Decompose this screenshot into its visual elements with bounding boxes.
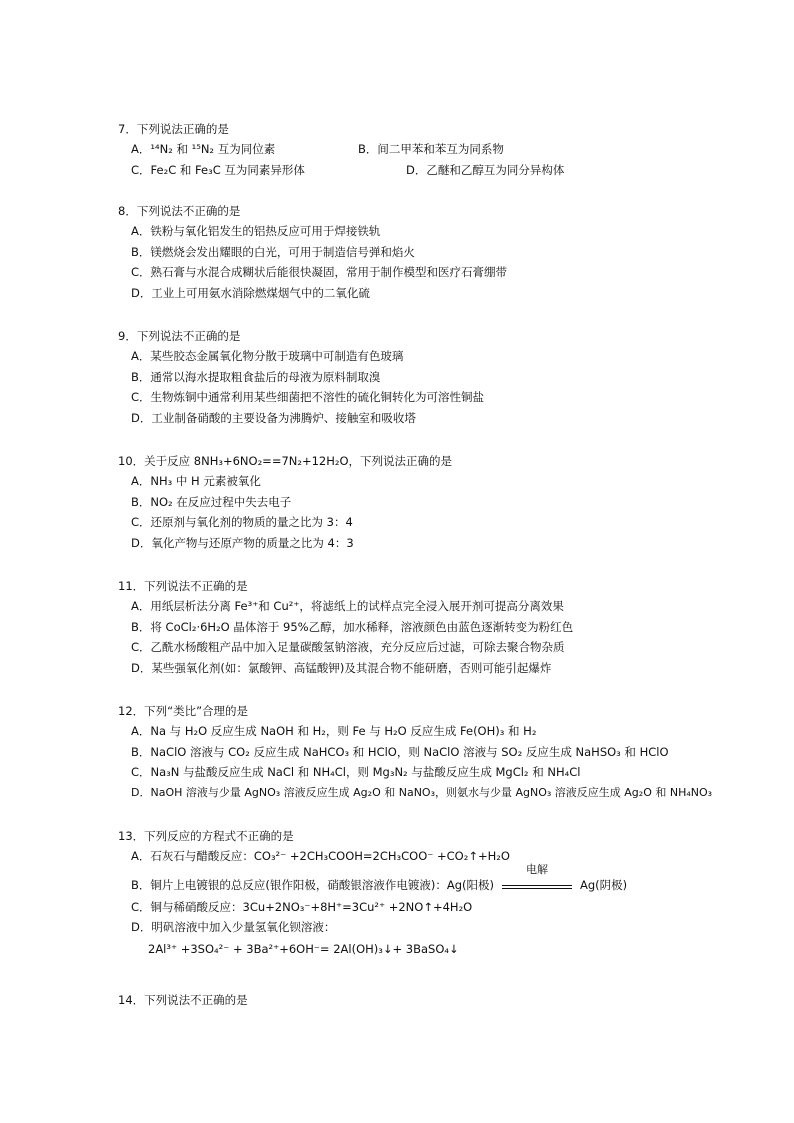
electrolysis-condition: 电解 [526,862,548,876]
question-7 [118,119,738,180]
question-12 [118,701,738,803]
option-b: B．NO₂ 在反应过程中失去电子 [131,494,292,509]
option-a: A．NH₃ 中 H 元素被氧化 [131,474,261,488]
option-a: A．用纸层析法分离 Fe³⁺和 Cu²⁺，将滤纸上的试样点完全浸入展开剂可提高分离效果 [131,599,564,613]
question-14 [118,990,738,1010]
option-d: D．乙醚和乙醇互为同分异构体 [406,162,565,177]
option-b: B．通常以海水提取粗食盐后的母液为原料制取溴 [131,369,381,384]
option-c: C．铜与稀硝酸反应：3Cu+2NO₃⁻+8H⁺=3Cu²⁺ +2NO↑+4H₂O [131,899,473,914]
question-stem: 7．下列说法正确的是 [118,122,229,136]
question-stem: 11．下列说法不正确的是 [118,579,248,593]
option-row [118,139,738,160]
question-8 [118,201,738,303]
option-row [118,160,738,181]
option-a: A．Na 与 H₂O 反应生成 NaOH 和 H₂，则 Fe 与 H₂O 反应生成 Fe(OH)₃ 和 H₂ [131,724,537,738]
option-c: C．Fe₂C 和 Fe₃C 互为同素异形体 [131,162,305,177]
option-d: D．NaOH 溶液与少量 AgNO₃ 溶液反应生成 Ag₂O 和 NaNO₃，则氨水与少量 AgNO₃ 溶液反应生成 Ag₂O 和 NH₄NO₃ [131,785,713,799]
option-a: A．石灰石与醋酸反应：CO₃²⁻ +2CH₃COOH=2CH₃COO⁻ +CO₂↑+H₂O [131,849,510,863]
question-stem: 12．下列“类比”合理的是 [118,704,249,718]
option-d: D．氧化产物与还原产物的质量之比为 4：3 [131,535,354,550]
equals-sign [502,885,572,889]
option-b-right: Ag(阴极) [580,877,628,892]
option-b: B．将 CoCl₂·6H₂O 晶体溶于 95%乙醇，加水稀释，溶液颜色由蓝色逐渐转变为粉红色 [131,619,574,634]
option-c: C．乙酰水杨酸粗产品中加入足量碳酸氢钠溶液，充分反应后过滤，可除去聚合物杂质 [131,640,565,654]
question-stem: 14．下列说法不正确的是 [118,993,248,1007]
option-d: D．工业上可用氨水消除燃煤烟气中的二氧化硫 [131,285,370,300]
question-stem: 10．关于反应 8NH₃+6NO₂==7N₂+12H₂O，下列说法正确的是 [118,454,453,468]
option-d: D．明矾溶液中加入少量氢氧化钡溶液： [131,920,336,934]
option-b: B．镁燃烧会发出耀眼的白光，可用于制造信号弹和焰火 [131,244,415,259]
question-11 [118,576,738,678]
option-a: A．铁粉与氧化铝发生的铝热反应可用于焊接铁轨 [131,224,381,238]
option-d: D．某些强氧化剂(如：氯酸钾、高锰酸钾)及其混合物不能研磨，否则可能引起爆炸 [131,660,552,675]
option-a: A．¹⁴N₂ 和 ¹⁵N₂ 互为同位素 [131,142,276,156]
option-c: C．还原剂与氧化剂的物质的量之比为 3：4 [131,515,353,529]
option-b-left: B．铜片上电镀银的总反应(银作阳极，硝酸银溶液作电镀液)：Ag(阳极) [131,877,494,892]
option-b: B．间二甲苯和苯互为同系物 [358,142,504,156]
option-d-equation: 2Al³⁺ +3SO₄²⁻ + 3Ba²⁺+6OH⁻= 2Al(OH)₃↓+ 3BaSO₄↓ [148,941,459,956]
option-b: B．NaClO 溶液与 CO₂ 反应生成 NaHCO₃ 和 HClO，则 NaClO 溶液与 SO₂ 反应生成 NaHSO₃ 和 HClO [131,744,669,759]
option-c: C．生物炼铜中通常利用某些细菌把不溶性的硫化铜转化为可溶性铜盐 [131,390,485,404]
option-b [118,862,738,897]
option-d: D．工业制备硝酸的主要设备为沸腾炉、接触室和吸收塔 [131,410,416,425]
question-10 [118,451,738,553]
option-a: A．某些胶态金属氧化物分散于玻璃中可制造有色玻璃 [131,349,404,363]
question-stem: 8．下列说法不正确的是 [118,204,241,218]
question-9 [118,326,738,428]
option-c: C．熟石膏与水混合成糊状后能很快凝固，常用于制作模型和医疗石膏绷带 [131,265,508,279]
question-stem: 13．下列反应的方程式不正确的是 [118,829,294,843]
question-13 [118,826,738,960]
option-c: C．Na₃N 与盐酸反应生成 NaCl 和 NH₄Cl，则 Mg₃N₂ 与盐酸反应生成 MgCl₂ 和 NH₄Cl [131,765,581,779]
electrolysis-arrow [502,862,572,889]
question-stem: 9．下列说法不正确的是 [118,329,241,343]
